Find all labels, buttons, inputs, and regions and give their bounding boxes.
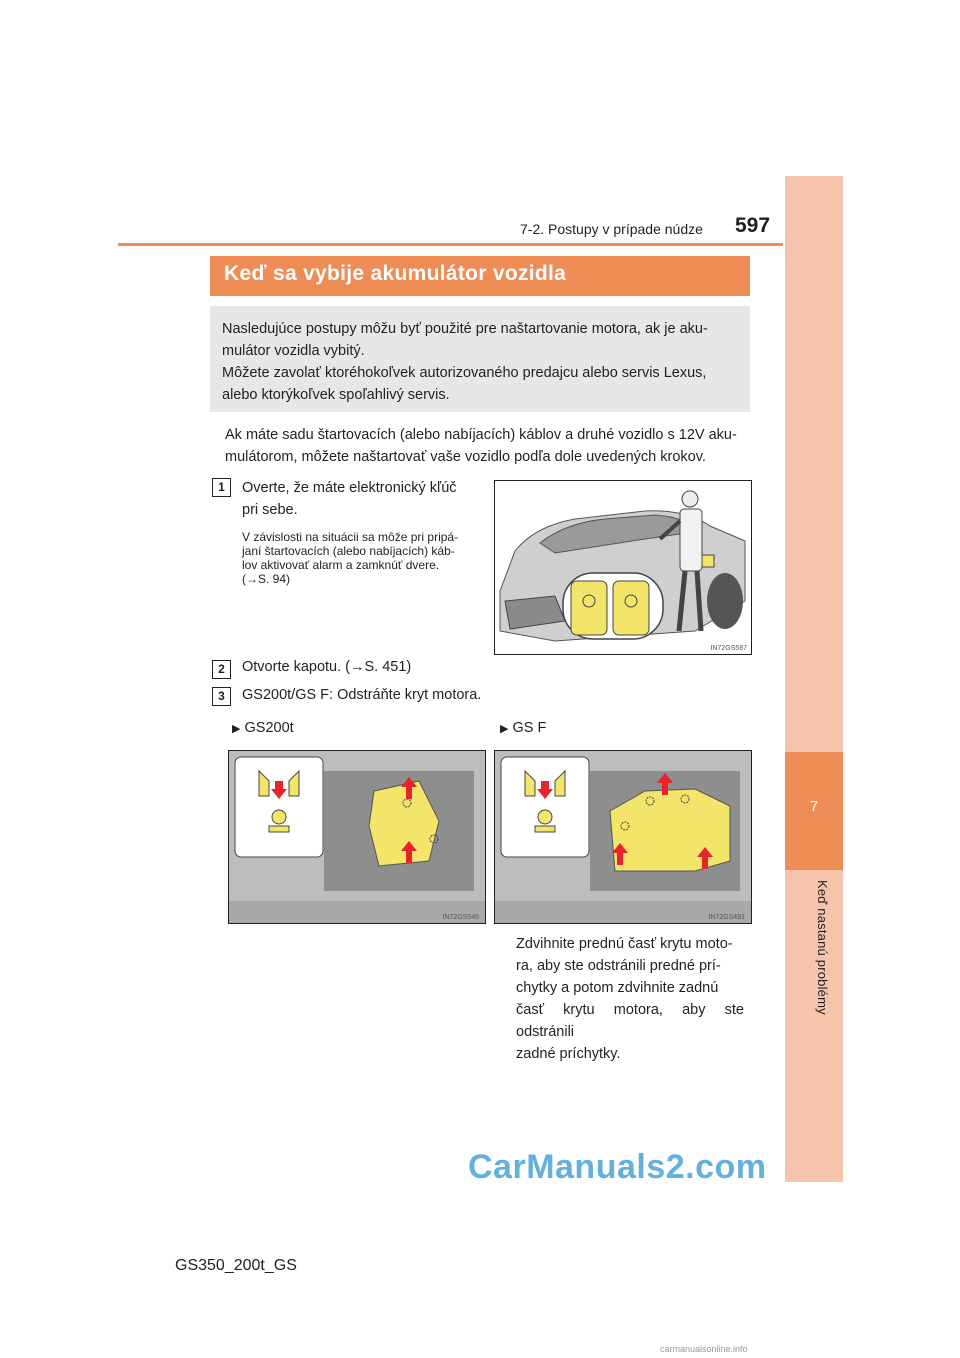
- car-key-illustration: [494, 480, 752, 655]
- car-illustration-icon: [495, 481, 751, 654]
- intro-line: alebo ktorýkoľvek spoľahlivý servis.: [222, 387, 450, 403]
- page-number: 597: [735, 214, 771, 237]
- body-line: mulátorom, môžete naštartovať vaše vozidlo podľa dole uvedených krokov.: [225, 449, 706, 465]
- header-rule: [118, 243, 783, 246]
- variant-gs200t: [232, 720, 294, 736]
- engine-gs200t-image: [228, 750, 486, 924]
- step-number-2: 2: [212, 660, 231, 679]
- page-title: Keď sa vybije akumulátor vozidla: [224, 262, 567, 285]
- step-1-line: Overte, že máte elektronický kľúč: [242, 480, 457, 496]
- step-number-1: 1: [212, 478, 231, 497]
- chapter-number-box: [785, 752, 843, 870]
- engine-gsf-image: [494, 750, 752, 924]
- engine-illustration-icon: [495, 751, 751, 923]
- image-code: IN72GS546: [442, 914, 479, 921]
- chapter-label: Keď nastanú problémy: [815, 880, 830, 1015]
- step-1-line: pri sebe.: [242, 502, 298, 518]
- footer-model: GS350_200t_GS: [175, 1257, 297, 1274]
- watermark-bottom: carmanualsonline.info: [660, 1344, 748, 1354]
- step-number-3: 3: [212, 687, 231, 706]
- chapter-number: 7: [809, 798, 819, 815]
- note-line: janí štartovacích (alebo nabíjacích) káb-: [242, 544, 455, 558]
- triangle-bullet-icon: ▶: [500, 723, 509, 735]
- note-line: chytky a potom zdvihnite zadnú: [516, 980, 719, 996]
- image-code: IN72GS491: [708, 914, 745, 921]
- watermark: CarManuals2.com: [468, 1148, 767, 1186]
- section-title: 7-2. Postupy v prípade núdze: [520, 221, 703, 237]
- engine-illustration-icon: [229, 751, 485, 923]
- step-1-text: [242, 477, 480, 521]
- body-line: Ak máte sadu štartovacích (alebo nabíjacích) káblov a druhé vozidlo s 12V aku-: [225, 427, 737, 443]
- variant-gsf: [500, 720, 546, 736]
- note-line: V závislosti na situácii sa môže pri pripá-: [242, 530, 459, 544]
- variant-label: GS F: [512, 720, 547, 736]
- intro-line: Nasledujúce postupy môžu byť použité pre naštartovanie motora, ak je aku-: [222, 321, 708, 337]
- body-text: [225, 424, 747, 468]
- step-3-text: GS200t/GS F: Odstráňte kryt motora.: [242, 687, 482, 703]
- image-code: IN72GS587: [710, 645, 747, 652]
- note-line: (→S. 94): [242, 572, 291, 586]
- intro-line: mulátor vozidla vybitý.: [222, 343, 365, 359]
- note-line: ra, aby ste odstránili predné prí-: [516, 958, 721, 974]
- triangle-bullet-icon: ▶: [232, 723, 241, 735]
- note-line: časť krytu motora, aby ste odstránili: [516, 1002, 744, 1040]
- intro-line: Môžete zavolať ktoréhokoľvek autorizovaného predajcu alebo servis Lexus,: [222, 365, 707, 381]
- variant-label: GS200t: [244, 720, 294, 736]
- engine-note: [516, 933, 744, 1065]
- step-2-text: Otvorte kapotu. (→S. 451): [242, 659, 412, 675]
- step-1-note: [242, 530, 488, 586]
- intro-text: [222, 318, 746, 406]
- note-line: zadné príchytky.: [516, 1046, 621, 1062]
- note-line: Zdvihnite prednú časť krytu moto-: [516, 936, 733, 952]
- note-line: lov aktivovať alarm a zamknúť dvere.: [242, 558, 440, 572]
